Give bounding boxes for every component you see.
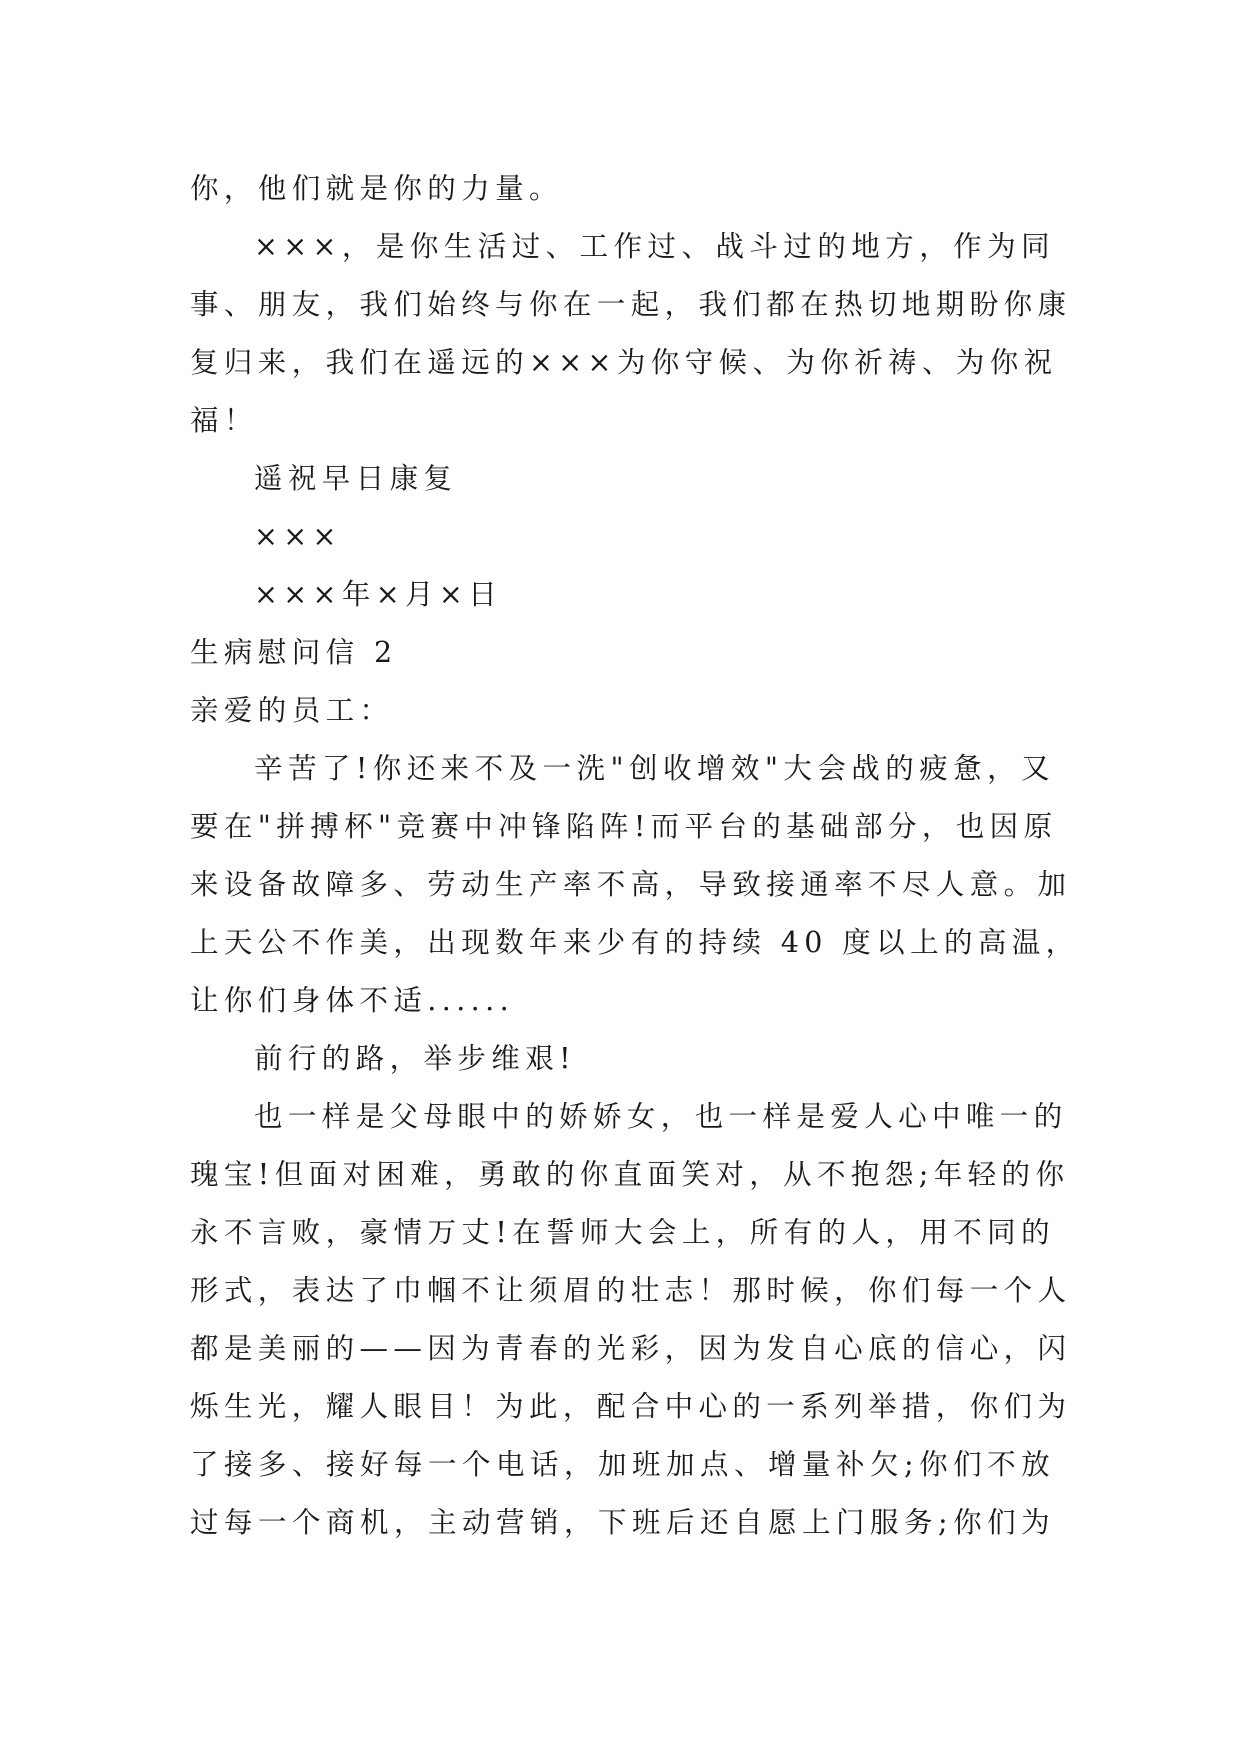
text-line: 形式，表达了巾帼不让须眉的壮志！那时候，你们每一个人 xyxy=(190,1274,1072,1307)
text-line: 要在"拼搏杯"竞赛中冲锋陷阵!而平台的基础部分，也因原 xyxy=(190,810,1058,843)
text-line: 辛苦了!你还来不及一洗"创收增效"大会战的疲惫，又 xyxy=(254,752,1055,785)
text-line: 复归来，我们在遥远的×××为你守候、为你祈祷、为你祝 xyxy=(190,346,1058,379)
text-line: 也一样是父母眼中的娇娇女，也一样是爱人心中唯一的 xyxy=(254,1100,1068,1133)
text-line: 永不言败，豪情万丈!在誓师大会上，所有的人，用不同的 xyxy=(190,1216,1055,1249)
text-line: 了接多、接好每一个电话，加班加点、增量补欠;你们不放 xyxy=(190,1448,1055,1481)
text-line: 生病慰问信 2 xyxy=(190,636,398,669)
text-line: 福！ xyxy=(190,404,258,437)
text-line: 都是美丽的——因为青春的光彩，因为发自心底的信心，闪 xyxy=(190,1332,1072,1365)
text-line: 遥祝早日康复 xyxy=(254,462,458,495)
text-line: ×××年×月×日 xyxy=(254,578,503,611)
text-line: 亲爱的员工： xyxy=(190,694,394,727)
text-line: 来设备故障多、劳动生产率不高，导致接通率不尽人意。加 xyxy=(190,868,1072,901)
text-line: 烁生光，耀人眼目！为此，配合中心的一系列举措，你们为 xyxy=(190,1390,1072,1423)
text-line: 上天公不作美，出现数年来少有的持续 40 度以上的高温， xyxy=(190,926,1080,959)
letter-body xyxy=(190,160,1080,1552)
text-line: ××× xyxy=(254,520,342,553)
text-line: 让你们身体不适...... xyxy=(190,984,515,1017)
text-line: 瑰宝!但面对困难，勇敢的你直面笑对，从不抱怨;年轻的你 xyxy=(190,1158,1070,1191)
text-line: 过每一个商机，主动营销，下班后还自愿上门服务;你们为 xyxy=(190,1506,1055,1539)
text-line: 前行的路，举步维艰! xyxy=(254,1042,576,1075)
text-line: 事、朋友，我们始终与你在一起，我们都在热切地期盼你康 xyxy=(190,288,1072,321)
text-line: ×××，是你生活过、工作过、战斗过的地方，作为同 xyxy=(254,230,1055,263)
text-line: 你，他们就是你的力量。 xyxy=(190,172,563,205)
